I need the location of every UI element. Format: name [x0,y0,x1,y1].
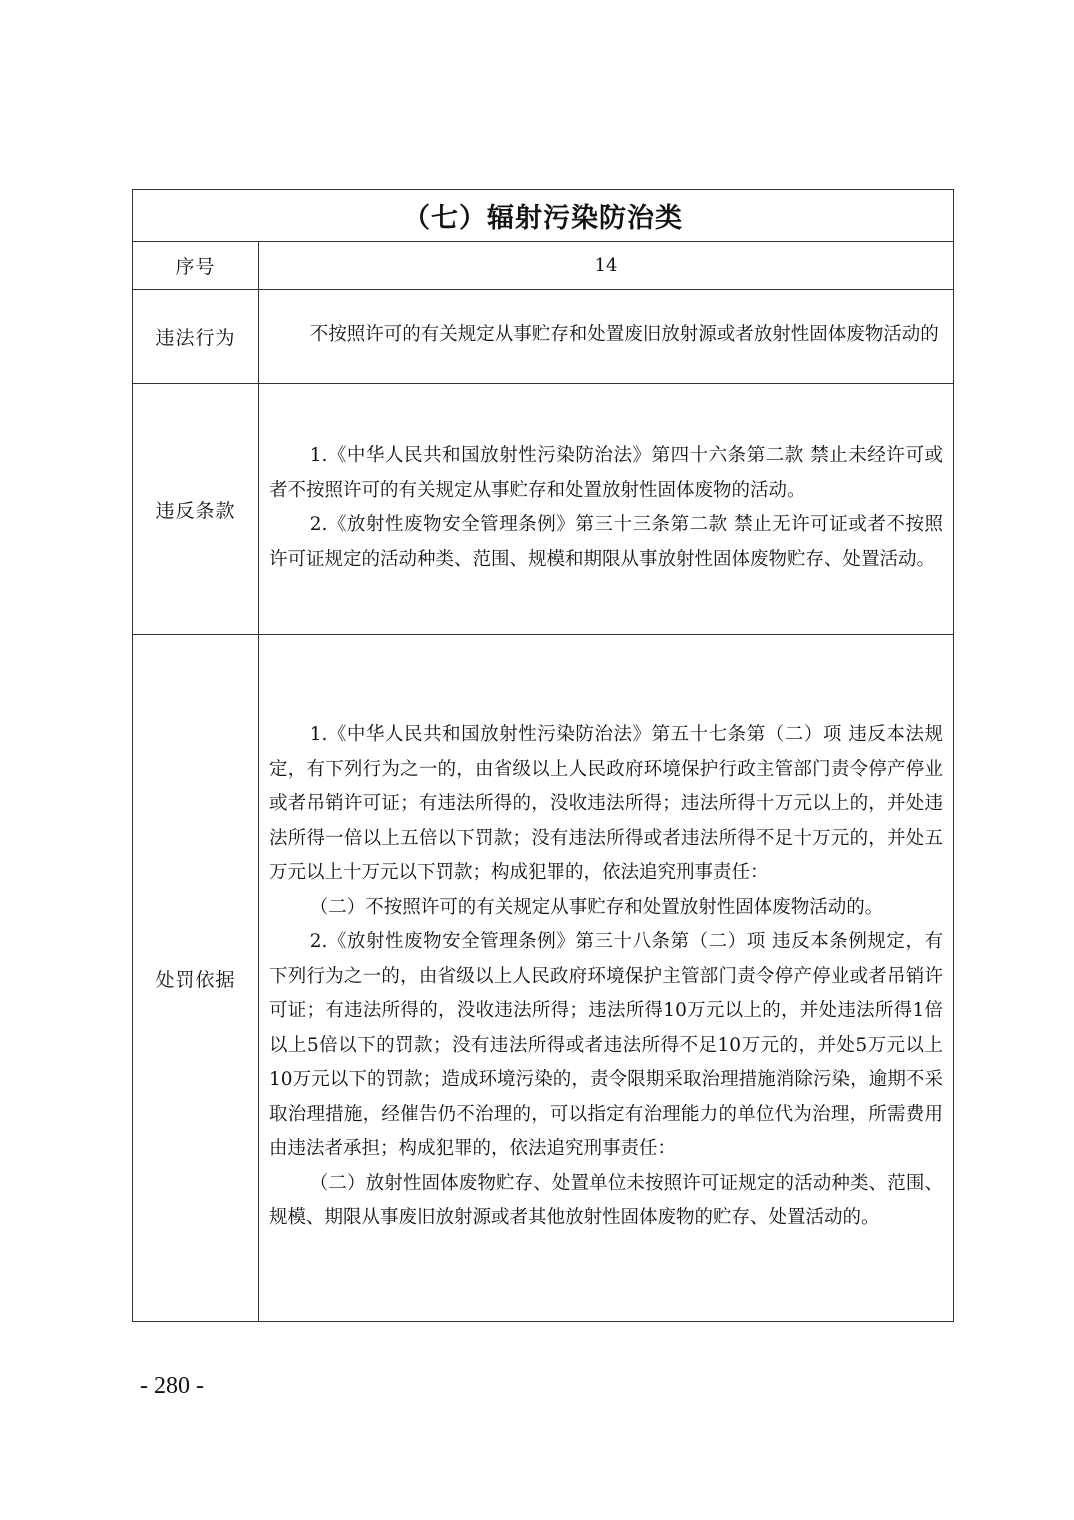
penalty-row [133,635,954,1322]
violation-paragraph: 不按照许可的有关规定从事贮存和处置废旧放射源或者放射性固体废物活动的 [309,324,939,346]
regulation-table [132,189,954,1322]
penalty-content [259,635,954,1322]
violation-label: 违法行为 [133,290,259,384]
provisions-row [133,384,954,635]
provision-paragraph-1: 1.《中华人民共和国放射性污染防治法》第四十六条第二款 禁止未经许可或者不按照许可的有关规定从事贮存和处置放射性固体废物的活动。 [269,445,943,501]
penalty-paragraph-1: 1.《中华人民共和国放射性污染防治法》第五十七条第（二）项 违反本法规定，有下列行为之一的，由省级以上人民政府环境保护行政主管部门责令停产停业或者吊销许可证；有违法所得的，没收违法所得；违法所得十万元以上的，并处违法所得一倍以上五倍以下罚款；没有违法所得或者违法所得不足十万元的，并处五万元以上十万元以下罚款；构成犯罪的，依法追究刑事责任： [269,724,943,884]
violation-row [133,290,954,384]
penalty-label: 处罚依据 [133,635,259,1322]
serial-row [133,242,954,290]
page-number: - 280 - [140,1373,204,1399]
provisions-label: 违反条款 [133,384,259,635]
provision-paragraph-2: 2.《放射性废物安全管理条例》第三十三条第二款 禁止无许可证或者不按照许可证规定的活动种类、范围、规模和期限从事放射性固体废物贮存、处置活动。 [269,514,943,570]
title-row [133,190,954,242]
violation-content [259,290,954,384]
table-title: （七）辐射污染防治类 [133,190,954,242]
penalty-paragraph-3: 2.《放射性废物安全管理条例》第三十八条第（二）项 违反本条例规定，有下列行为之一的，由省级以上人民政府环境保护主管部门责令停产停业或者吊销许可证；有违法所得的，没收违法所得；违法所得10万元以上的，并处违法所得1倍以上5倍以下的罚款；没有违法所得或者违法所得不足10万元的，并处5万元以上10万元以下的罚款；造成环境污染的，责令限期采取治理措施消除污染，逾期不采取治理措施，经催告仍不治理的，可以指定有治理能力的单位代为治理，所需费用由违法者承担；构成犯罪的，依法追究刑事责任： [269,931,943,1160]
penalty-paragraph-2: （二）不按照许可的有关规定从事贮存和处置放射性固体废物活动的。 [309,896,884,918]
serial-value: 14 [259,242,954,290]
serial-label: 序号 [133,242,259,290]
penalty-paragraph-4: （二）放射性固体废物贮存、处置单位未按照许可证规定的活动种类、范围、规模、期限从事废旧放射源或者其他放射性固体废物的贮存、处置活动的。 [269,1172,943,1229]
provisions-content [259,384,954,635]
